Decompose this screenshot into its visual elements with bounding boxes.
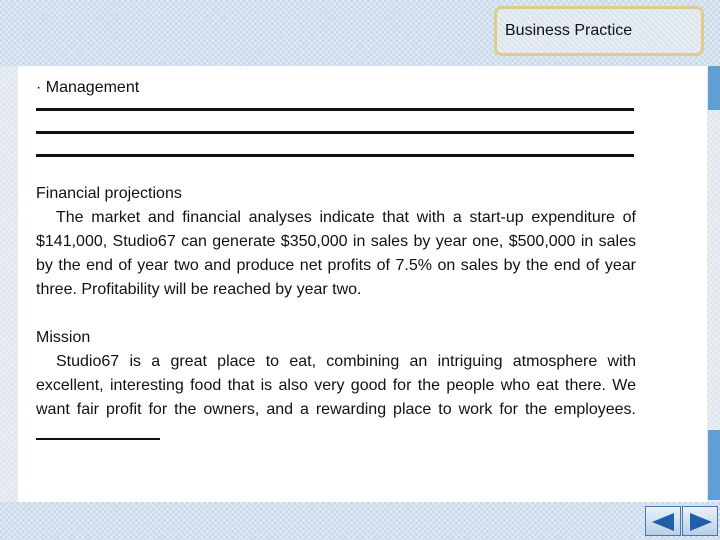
- management-label: · Management: [36, 79, 140, 96]
- answer-blank: [36, 422, 160, 440]
- mission-text: Studio67 is a great place to eat, combining an intriguing atmosphere with excellent, interesting food that is also very good for the people who eat there. We want fair profit for the owners, and a rewarding place to work for the employees.: [36, 353, 636, 418]
- mission-heading: Mission: [36, 329, 91, 346]
- financial-heading: Financial projections: [36, 185, 182, 202]
- slide-content: [18, 66, 707, 502]
- next-slide-button[interactable]: [682, 506, 718, 536]
- previous-slide-button[interactable]: [645, 506, 681, 536]
- document-body: [36, 76, 636, 448]
- side-accent-strip: [708, 66, 720, 110]
- triangle-right-icon: [690, 513, 712, 531]
- triangle-left-icon: [652, 513, 674, 531]
- title-tab: [494, 6, 704, 56]
- mission-paragraph: [36, 350, 636, 448]
- side-accent-strip-lower: [708, 430, 720, 500]
- financial-paragraph: The market and financial analyses indicate that with a start-up expenditure of $141,000, Studio67 can generate $350,000 in sales by year one, $500,000 in sales by the end of year two and produce net profits of 7.5% on sales by the end of year three. Profitability will be reached by year two.: [36, 209, 636, 298]
- footer-band: [0, 502, 720, 540]
- slide-title: Business Practice: [505, 22, 633, 39]
